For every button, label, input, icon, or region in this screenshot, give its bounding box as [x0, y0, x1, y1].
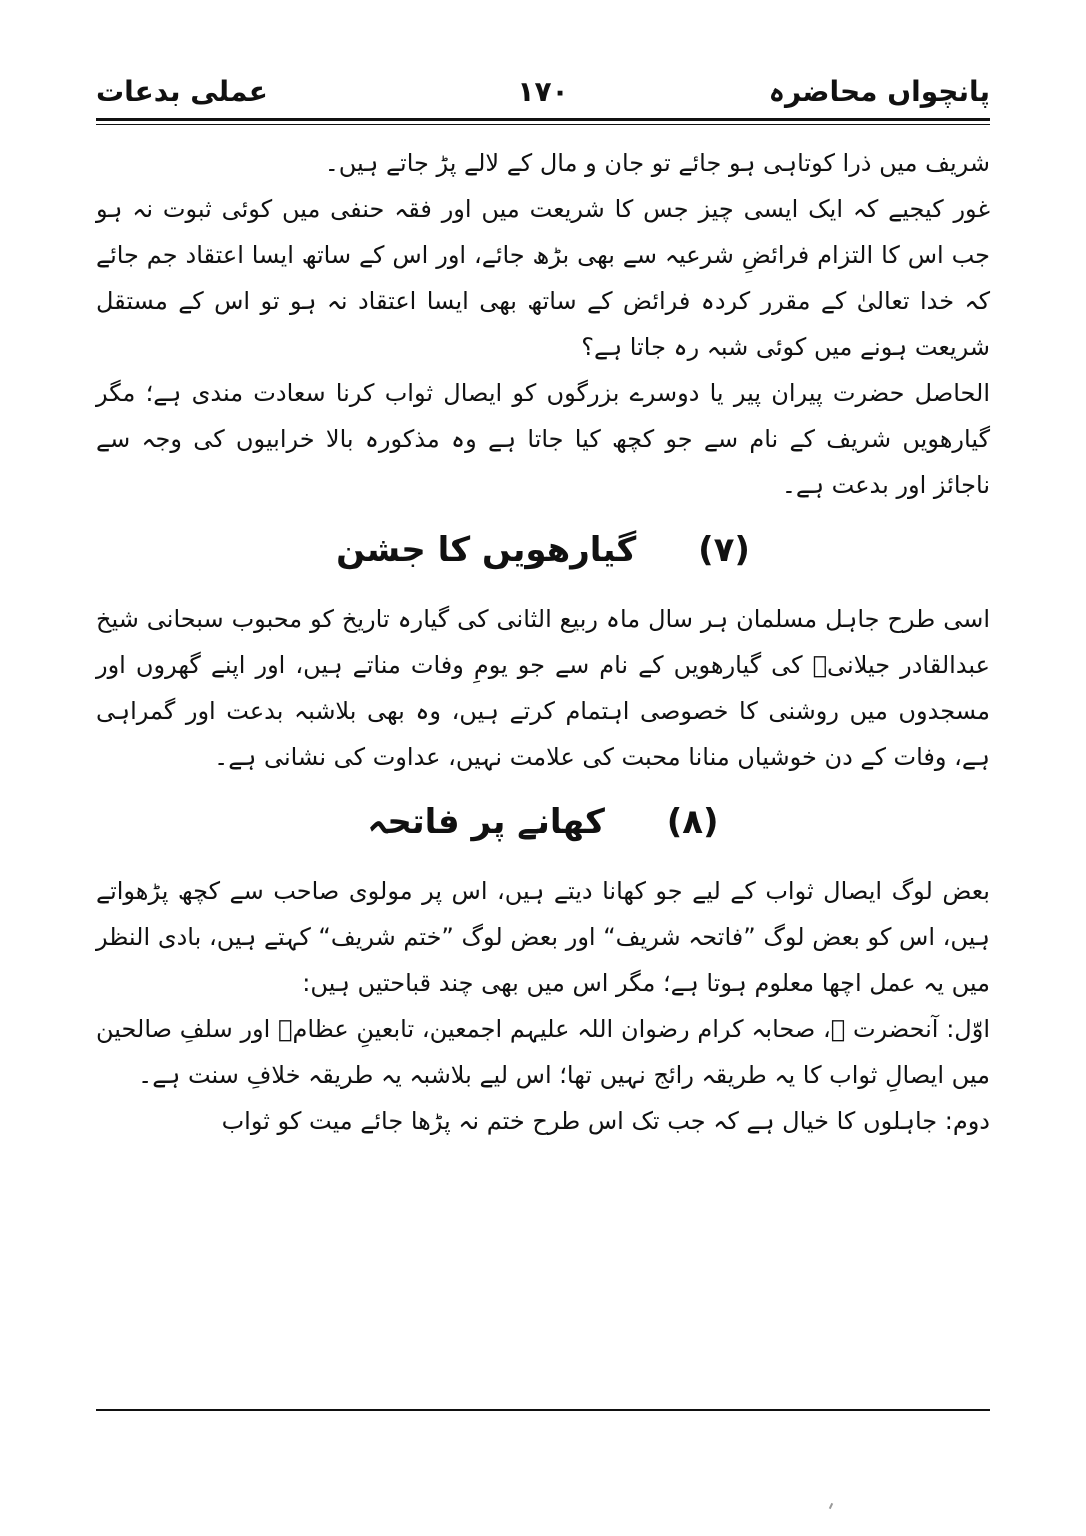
header-rule-thin — [96, 124, 990, 125]
page-body — [96, 140, 990, 1144]
page-number: ۱۷۰ — [517, 75, 569, 108]
section-number: (۸) — [666, 802, 719, 842]
paragraph: الحاصل حضرت پیران پیر یا دوسرے بزرگوں کو ایصال ثواب کرنا سعادت مندی ہے؛ مگر گیارھویں شریف کے نام سے جو کچھ کیا جاتا ہے وہ مذکورہ بالا خرابیوں کی وجہ سے ناجائز اور بدعت ہے۔ — [96, 379, 990, 499]
footer-rule — [96, 1409, 990, 1411]
paragraph: دوم: جاہلوں کا خیال ہے کہ جب تک اس طرح ختم نہ پڑھا جائے میت کو ثواب — [221, 1107, 990, 1135]
header-chapter-title: عملی بدعات — [96, 75, 268, 108]
paragraph: بعض لوگ ایصال ثواب کے لیے جو کھانا دیتے ہیں، اس پر مولوی صاحب سے کچھ پڑھواتے ہیں، اس کو بعض لوگ ”فاتحہ شریف“ اور بعض لوگ ”ختم شریف“ کہتے ہیں، بادی النظر میں یہ عمل اچھا معلوم ہوتا ہے؛ مگر اس میں بھی چند قباحتیں ہیں: — [96, 877, 990, 997]
header-lecture-title: پانچواں محاضرہ — [768, 75, 990, 108]
paragraph: غور کیجیے کہ ایک ایسی چیز جس کا شریعت میں اور فقہ حنفی میں کوئی ثبوت نہ ہو جب اس کا التزام فرائضِ شرعیہ سے بھی بڑھ جائے، اور اس کے ساتھ ایسا اعتقاد جم جائے کہ خدا تعالیٰ کے مقرر کردہ فرائض کے ساتھ بھی ایسا اعتقاد نہ ہو تو اس کے مستقل شریعت ہونے میں کوئی شبہ رہ جاتا ہے؟ — [96, 195, 990, 361]
scan-speck — [829, 1503, 833, 1509]
section-heading-8 — [96, 794, 990, 850]
section-heading-7 — [96, 522, 990, 578]
section-title: گیارھویں کا جشن — [336, 530, 637, 570]
header-rule-thick — [96, 118, 990, 121]
paragraph: شریف میں ذرا کوتاہی ہو جائے تو جان و مال کے لالے پڑ جاتے ہیں۔ — [324, 149, 990, 177]
section-title: کھانے پر فاتحہ — [367, 802, 605, 842]
page-header — [96, 72, 990, 112]
paragraph: اسی طرح جاہل مسلمان ہر سال ماہ ربیع الثانی کی گیارہ تاریخ کو محبوب سبحانی شیخ عبدالقادر جیلانیؒ کی گیارھویں کے نام سے جو یومِ وفات مناتے ہیں، اور اپنے گھروں اور مسجدوں میں روشنی کا خصوصی اہتمام کرتے ہیں، وہ بھی بلاشبہ بدعت اور گمراہی ہے، وفات کے دن خوشیاں منانا محبت کی علامت نہیں، عداوت کی نشانی ہے۔ — [96, 605, 990, 771]
paragraph: اوّل: آنحضرت ﷺ، صحابہ کرام رضوان اللہ علیہم اجمعین، تابعینِ عظامؒ اور سلفِ صالحین میں ایصالِ ثواب کا یہ طریقہ رائج نہیں تھا؛ اس لیے بلاشبہ یہ طریقہ خلافِ سنت ہے۔ — [96, 1015, 990, 1089]
section-number: (۷) — [698, 530, 750, 570]
